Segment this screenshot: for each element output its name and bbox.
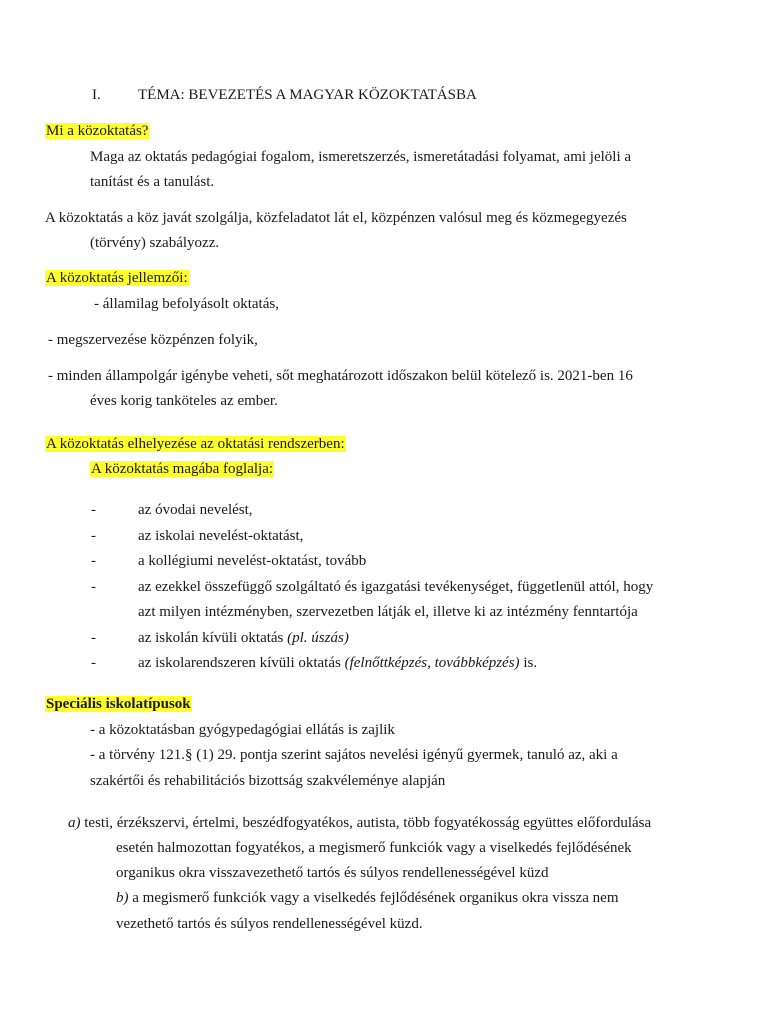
highlighted-title: A közoktatás jellemzői:	[46, 270, 188, 286]
list-item-continuation: azt milyen intézményben, szervezetben látják el, illetve ki az intézmény fenntartója	[138, 604, 638, 620]
highlighted-subtitle: A közoktatás magába foglalja:	[91, 461, 274, 477]
list-dash: -	[91, 579, 96, 595]
clause-a	[68, 811, 651, 836]
section-subtitle	[90, 457, 274, 482]
list-dash: -	[91, 655, 96, 671]
list-item-text: az iskolán kívüli oktatás	[138, 630, 288, 646]
highlighted-title: Speciális iskolatípusok	[46, 696, 191, 712]
list-item-example: (felnőttképzés, továbbképzés)	[344, 655, 520, 671]
list-dash: -	[91, 528, 96, 544]
list-dash: -	[91, 630, 96, 646]
clause-text: a megismerő funkciók vagy a viselkedés fejlődésének organikus okra vissza nem	[128, 890, 619, 906]
list-item: az ezekkel összefüggő szolgáltató és igazgatási tevékenységet, függetlenül attól, hogy	[138, 579, 654, 595]
paragraph-line: Maga az oktatás pedagógiai fogalom, ismeretszerzés, ismeretátadási folyamat, ami jelöli a	[90, 149, 632, 165]
highlighted-title: Mi a közoktatás?	[46, 123, 149, 139]
paragraph-line: - a törvény 121.§ (1) 29. pontja szerint sajátos nevelési igényű gyermek, tanuló az, aki a	[90, 747, 618, 763]
highlighted-title: A közoktatás elhelyezése az oktatási rendszerben:	[46, 436, 345, 452]
list-item: a kollégiumi nevelést-oktatást, tovább	[138, 553, 367, 569]
list-dash: -	[91, 553, 96, 569]
clause-line: organikus okra visszavezethető tartós és súlyos rendellenességével küzd	[116, 865, 549, 881]
clause-line: esetén halmozottan fogyatékos, a megismerő funkciók vagy a viselkedés fejlődésének	[116, 840, 632, 856]
paragraph-line: A közoktatás a köz javát szolgálja, közfeladatot lát el, közpénzen valósul meg és közmegegyezés	[45, 210, 627, 226]
clause-label: b)	[116, 890, 129, 906]
list-item	[138, 626, 349, 651]
bullet-line: - minden állampolgár igénybe veheti, sőt meghatározott időszakon belül kötelező is. 2021-ben 16	[48, 368, 633, 384]
paragraph-line: - a közoktatásban gyógypedagógiai ellátás is zajlik	[90, 722, 395, 738]
clause-label: a)	[68, 815, 81, 831]
paragraph-line: tanítást és a tanulást.	[90, 174, 215, 190]
section-title-elhelyezese	[45, 432, 346, 457]
list-dash: -	[91, 502, 96, 518]
list-item-text: az iskolarendszeren kívüli oktatás	[138, 655, 345, 671]
clause-b	[116, 886, 619, 911]
list-item-example: (pl. úszás)	[287, 630, 349, 646]
bullet-line: - államilag befolyásolt oktatás,	[94, 296, 279, 312]
list-item-tail: is.	[519, 655, 538, 671]
bullet-line: - megszervezése közpénzen folyik,	[48, 332, 258, 348]
list-item	[138, 651, 537, 676]
list-item: az óvodai nevelést,	[138, 502, 253, 518]
section-title-mi-a-kozoktatas	[45, 119, 149, 144]
section-title-jellemzoi	[45, 266, 189, 291]
bullet-line: éves korig tanköteles az ember.	[90, 393, 278, 409]
clause-line: vezethető tartós és súlyos rendellenességével küzd.	[116, 916, 423, 932]
clause-text: testi, érzékszervi, értelmi, beszédfogyatékos, autista, több fogyatékosság együttes előfordulása	[80, 815, 652, 831]
paragraph-line: (törvény) szabályozz.	[90, 235, 220, 251]
heading-number: I.	[92, 87, 101, 103]
paragraph-line: szakértői és rehabilitációs bizottság szakvéleménye alapján	[90, 773, 446, 789]
heading-title: TÉMA: BEVEZETÉS A MAGYAR KÖZOKTATÁSBA	[138, 87, 477, 103]
list-item: az iskolai nevelést-oktatást,	[138, 528, 304, 544]
section-title-specialis	[45, 692, 192, 717]
